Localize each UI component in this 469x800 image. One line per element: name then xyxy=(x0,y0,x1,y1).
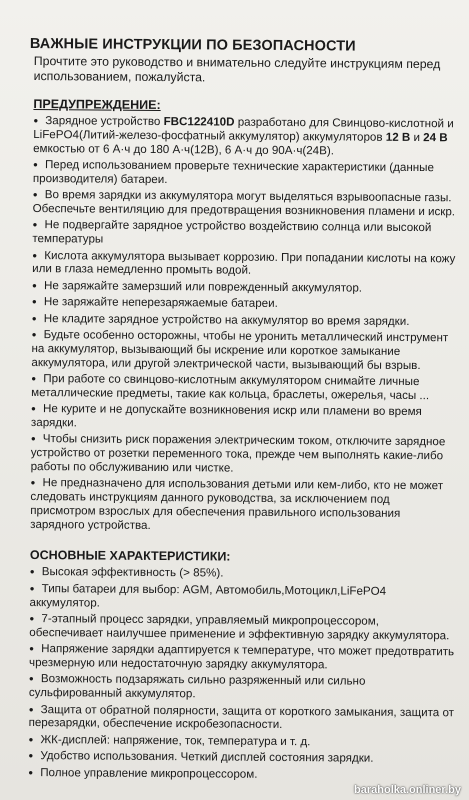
spec-item xyxy=(29,582,455,613)
warning-text: Кислота аккумулятора вызывает коррозию. При попадании кислоты на кожу или в глаза немедленно промыть водой. xyxy=(32,248,456,278)
warning-text: Не заряжайте замерзший или поврежденный аккумулятор. xyxy=(43,278,363,295)
spec-text: Типы батареи для выбор: AGM, Автомобиль,Мотоцикл,LiFePO4 аккумулятор. xyxy=(29,581,387,610)
warning-text: Будьте особенно осторожны, чтобы не уронить металлический инструмент на аккумулятор, вызывающий бы искрение или короткое замыкание аккумулятора, или другой электрической части, вызывающий бы взрыв. xyxy=(31,328,449,372)
warning-item xyxy=(32,312,458,329)
spec-text: Полное управление микропроцессором. xyxy=(40,765,258,781)
warning-item xyxy=(31,328,457,373)
warning-text: Зарядное устройство xyxy=(45,114,164,129)
warning-text: емкостью от 6 А·ч до 180 А·ч(12В), 6 А·ч до 90А·ч(24В). xyxy=(33,141,335,157)
warning-item xyxy=(32,295,458,312)
warning-text: Чтобы снизить риск поражения электрическим током, отключите зарядное устройство от розетки переменного тока, прежде чем выполнять какие-либо работы по обслуживанию или чистке. xyxy=(30,432,446,475)
spec-text: Защита от обратной полярности, защита от короткого замыкания, защита от перезарядки, обеспечение искробезопасности. xyxy=(28,702,455,732)
warning-text: При работе со свинцово-кислотным аккумулятором снимайте личные металлические предметы, такие как кольца, браслеты, ожерелья, часы ... xyxy=(31,372,430,402)
warning-heading: ПРЕДУПРЕЖДЕНИЕ: xyxy=(33,97,161,113)
bullet-icon: ● xyxy=(31,404,36,414)
bullet-icon: ● xyxy=(32,160,38,170)
spec-item xyxy=(29,642,455,673)
page-title: ВАЖНЫЕ ИНСТРУКЦИИ ПО БЕЗОПАСНОСТИ xyxy=(29,36,356,55)
warning-text: Во время зарядки из аккумулятора могут выделяться взрывоопасные газы. Обеспечьте вентиляцию для предотвращения возникновения пламени и искр. xyxy=(32,188,456,219)
spec-item xyxy=(29,672,455,703)
spec-item xyxy=(29,612,455,643)
spec-text: Удобство использования. Четкий дисплей состояния зарядки. xyxy=(40,749,374,765)
warning-text: Не подвергайте зарядное устройство воздействию солнца или высокой температуры xyxy=(32,218,432,246)
warning-item xyxy=(30,476,456,535)
bullet-icon: ● xyxy=(31,297,37,307)
spec-item xyxy=(28,733,454,750)
warning-item xyxy=(31,372,457,403)
spec-item xyxy=(28,749,454,766)
bullet-icon: ● xyxy=(31,313,37,323)
spec-text: 7-этапный процесс зарядки, управляемый микропроцессором, обеспечивает наилучшее применение и эффективную зарядку аккумулятора. xyxy=(29,612,450,643)
bullet-icon: ● xyxy=(32,220,38,230)
intro-text: Прочтите это руководство и внимательно следуйте инструкциям перед использованием, пожалуйста. xyxy=(33,54,441,84)
watermark: baraholka.onliner.by xyxy=(354,784,461,796)
bullet-icon: ● xyxy=(29,567,35,577)
spec-text: ЖК-дисплей: напряжение, ток, температура и т. д. xyxy=(40,732,311,748)
bullet-icon: ● xyxy=(29,644,35,654)
warning-text: Не кладите зарядное устройство на аккумулятор во время зарядки. xyxy=(43,311,410,328)
warning-item xyxy=(32,218,458,249)
bullet-icon: ● xyxy=(31,329,37,339)
spec-item xyxy=(29,703,455,734)
bullet-icon: ● xyxy=(31,373,37,383)
instruction-content xyxy=(24,36,460,785)
bullet-icon: ● xyxy=(32,250,38,260)
warning-item xyxy=(31,402,457,433)
bullet-icon: ● xyxy=(28,674,34,684)
warning-item xyxy=(32,279,458,296)
voltage-24v: 24 В xyxy=(423,130,448,145)
bullet-icon: ● xyxy=(32,280,37,290)
spec-item xyxy=(28,766,454,783)
bullet-icon: ● xyxy=(30,434,36,444)
bullet-icon: ● xyxy=(30,478,36,488)
bullet-icon: ● xyxy=(29,614,35,624)
warning-item xyxy=(32,249,458,280)
spec-list xyxy=(24,565,456,782)
warning-list xyxy=(26,114,459,535)
warning-item xyxy=(31,432,457,477)
warning-item xyxy=(33,188,459,219)
warning-item xyxy=(33,114,459,159)
bullet-icon: ● xyxy=(33,116,39,126)
model-number: FBC122410D xyxy=(163,115,235,129)
bullet-icon: ● xyxy=(28,751,34,761)
bullet-icon: ● xyxy=(32,190,38,200)
spec-item xyxy=(30,565,456,582)
bullet-icon: ● xyxy=(28,704,34,714)
bullet-icon: ● xyxy=(28,734,34,744)
spec-text: Напряжение зарядки адаптируется к температуре, что может предотвратить чрезмерную или недостаточную зарядку аккумулятора. xyxy=(29,642,455,672)
spec-text: Высокая эффективность (> 85%). xyxy=(41,565,224,580)
warning-text: Не курите и не допускайте возникновения искр или пламени во время зарядки. xyxy=(30,402,422,430)
warning-text: и xyxy=(410,130,424,144)
bullet-icon: ● xyxy=(28,767,34,777)
warning-text: разработано для Свинцово-кислотной и LiFePO4(Литий-железо-фосфатный аккумулятор) аккумуляторов xyxy=(33,115,454,144)
warning-text: Не предназначено для использования детьми или кем-либо, кто не может следовать инструкциям данного руководства, за исключением под присмотром взрослых для обеспечения правильного использования зарядного устройства. xyxy=(30,476,444,532)
warning-item xyxy=(33,158,459,189)
bullet-icon: ● xyxy=(29,583,35,593)
warning-text: Перед использованием проверьте технические характеристики (данные производителя) батареи. xyxy=(32,158,435,186)
spec-text: Возможность подзаряжать сильно разряженный или сильно сульфированный аккумулятор. xyxy=(28,672,366,701)
warning-text: Не заряжайте неперезаряжаемые батареи. xyxy=(43,295,278,311)
spec-heading: ОСНОВНЫЕ ХАРАКТЕРИСТИКИ: xyxy=(29,548,231,565)
voltage-12v: 12 В xyxy=(385,130,411,144)
